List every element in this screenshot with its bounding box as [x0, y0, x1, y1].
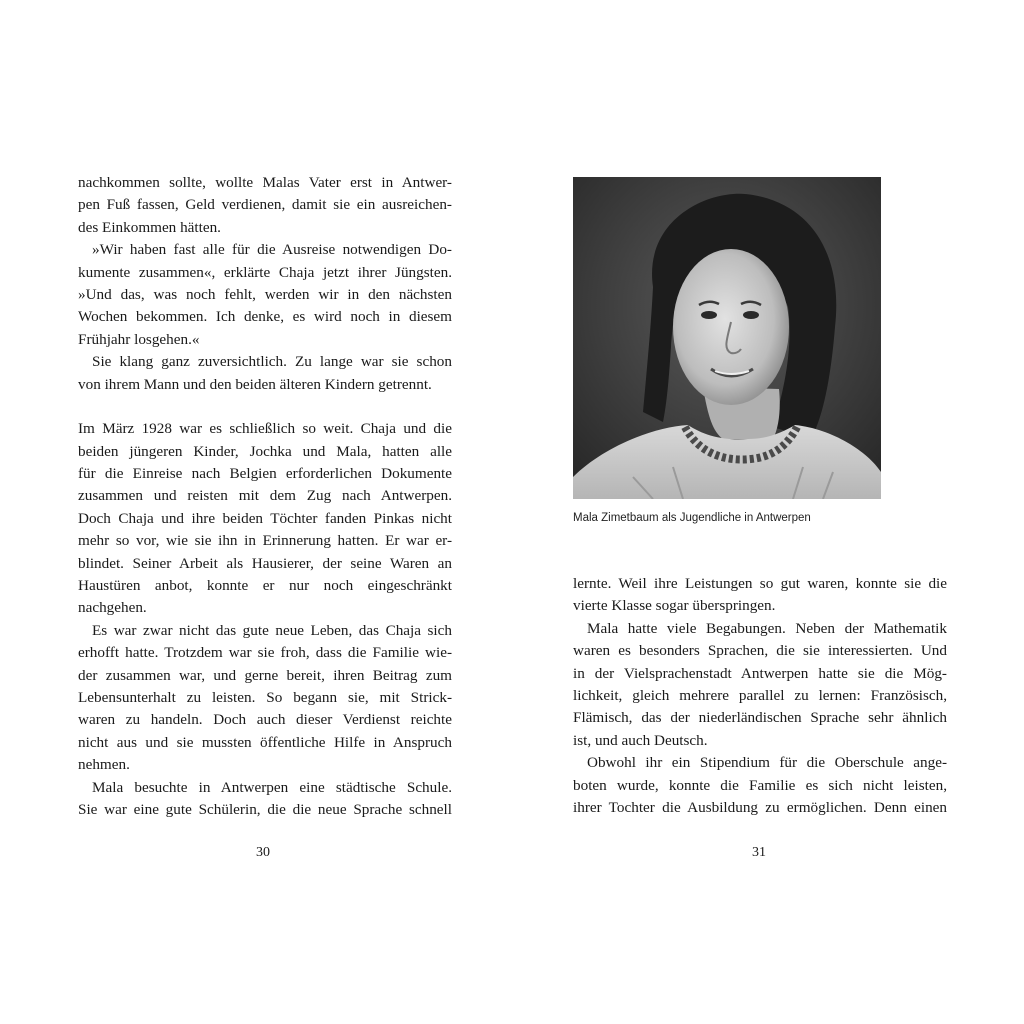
text-line: Frühjahr losgehen.«	[78, 330, 200, 348]
right-text-column	[573, 573, 947, 819]
text-line: Obwohl ihr ein Stipendium für die Oberschule ange-	[587, 754, 947, 772]
right-page	[512, 0, 1024, 1024]
text-line: ihrer Tochter die Ausbildung zu ermöglichen. Denn einen	[573, 798, 947, 816]
text-line: nicht aus und sie mussten öffentliche Hilfe in Anspruch	[78, 733, 452, 751]
page-number: 31	[752, 845, 766, 860]
text-line: Sie klang ganz zuversichtlich. Zu lange war sie schon	[92, 353, 452, 371]
text-line: »Und das, was noch fehlt, werden wir in den nächsten	[78, 285, 452, 303]
left-text-column	[78, 172, 452, 821]
text-line: vierte Klasse sogar überspringen.	[573, 597, 776, 615]
text-line: boten wurde, konnte die Familie es sich nicht leisten,	[573, 776, 947, 794]
text-line: Flämisch, das der niederländischen Sprache sehr ähnlich	[573, 709, 947, 727]
text-line: beiden jüngeren Kinder, Jochka und Mala, hatten alle	[78, 442, 452, 460]
text-line: »Wir haben fast alle für die Ausreise notwendigen Do-	[92, 241, 452, 259]
text-line: für die Einreise nach Belgien erforderlichen Dokumente	[78, 465, 452, 483]
text-line: nachkommen sollte, wollte Malas Vater erst in Antwer-	[78, 174, 452, 191]
text-line: Mala besuchte in Antwerpen eine städtische Schule.	[92, 778, 452, 796]
text-line: Haustüren anbot, konnte er nur noch eingeschränkt	[78, 577, 452, 595]
text-line: Mala hatte viele Begabungen. Neben der Mathematik	[587, 619, 947, 637]
text-line: der zusammen war, und gerne bereit, ihren Beitrag zum	[78, 666, 452, 684]
text-line: Sie war eine gute Schülerin, die die neue Sprache schnell	[78, 800, 452, 818]
text-line: mehr so vor, wie sie ihn in Erinnerung hatten. Er war er-	[78, 532, 452, 550]
text-line: Es war zwar nicht das gute neue Leben, das Chaja sich	[92, 621, 452, 639]
page-number: 30	[256, 845, 270, 860]
text-line: lernte. Weil ihre Leistungen so gut waren, konnte sie die	[573, 575, 947, 592]
text-line: waren es besonders Sprachen, die sie interessierten. Und	[573, 642, 947, 660]
text-line: lichkeit, gleich mehrere parallel zu lernen: Französisch,	[573, 686, 947, 704]
photo-caption: Mala Zimetbaum als Jugendliche in Antwerpen	[573, 512, 811, 524]
text-line: Im März 1928 war es schließlich so weit. Chaja und die	[78, 420, 452, 438]
text-line: nehmen.	[78, 756, 130, 774]
text-line: in der Vielsprachenstadt Antwerpen hatte sie die Mög-	[573, 664, 947, 682]
text-line: Wochen bekommen. Ich denke, es wird noch in diesem	[78, 308, 452, 326]
text-line: Doch Chaja und ihre beiden Töchter fanden Pinkas nicht	[78, 509, 452, 527]
text-line: nachgehen.	[78, 599, 147, 617]
text-line: pen Fuß fassen, Geld verdienen, damit sie ein ausreichen-	[78, 196, 452, 214]
text-line: zusammen und reisten mit dem Zug nach Antwerpen.	[78, 487, 452, 505]
text-line: blindet. Seiner Arbeit als Hausierer, der seine Waren an	[78, 554, 452, 572]
section-break	[78, 396, 452, 418]
text-line: Lebensunterhalt zu leisten. So begann sie, mit Strick-	[78, 688, 452, 706]
portrait-photo	[573, 177, 881, 499]
text-line: erhofft hatte. Trotzdem war sie froh, dass die Familie wie-	[78, 644, 452, 662]
text-line: kumente zusammen«, erklärte Chaja jetzt ihrer Jüngsten.	[78, 263, 452, 281]
text-line: ist, und auch Deutsch.	[573, 731, 708, 749]
text-line: von ihrem Mann und den beiden älteren Kindern getrennt.	[78, 375, 432, 393]
text-line: waren zu handeln. Doch auch dieser Verdienst reichte	[78, 711, 452, 729]
text-line: des Einkommen hätten.	[78, 218, 221, 236]
